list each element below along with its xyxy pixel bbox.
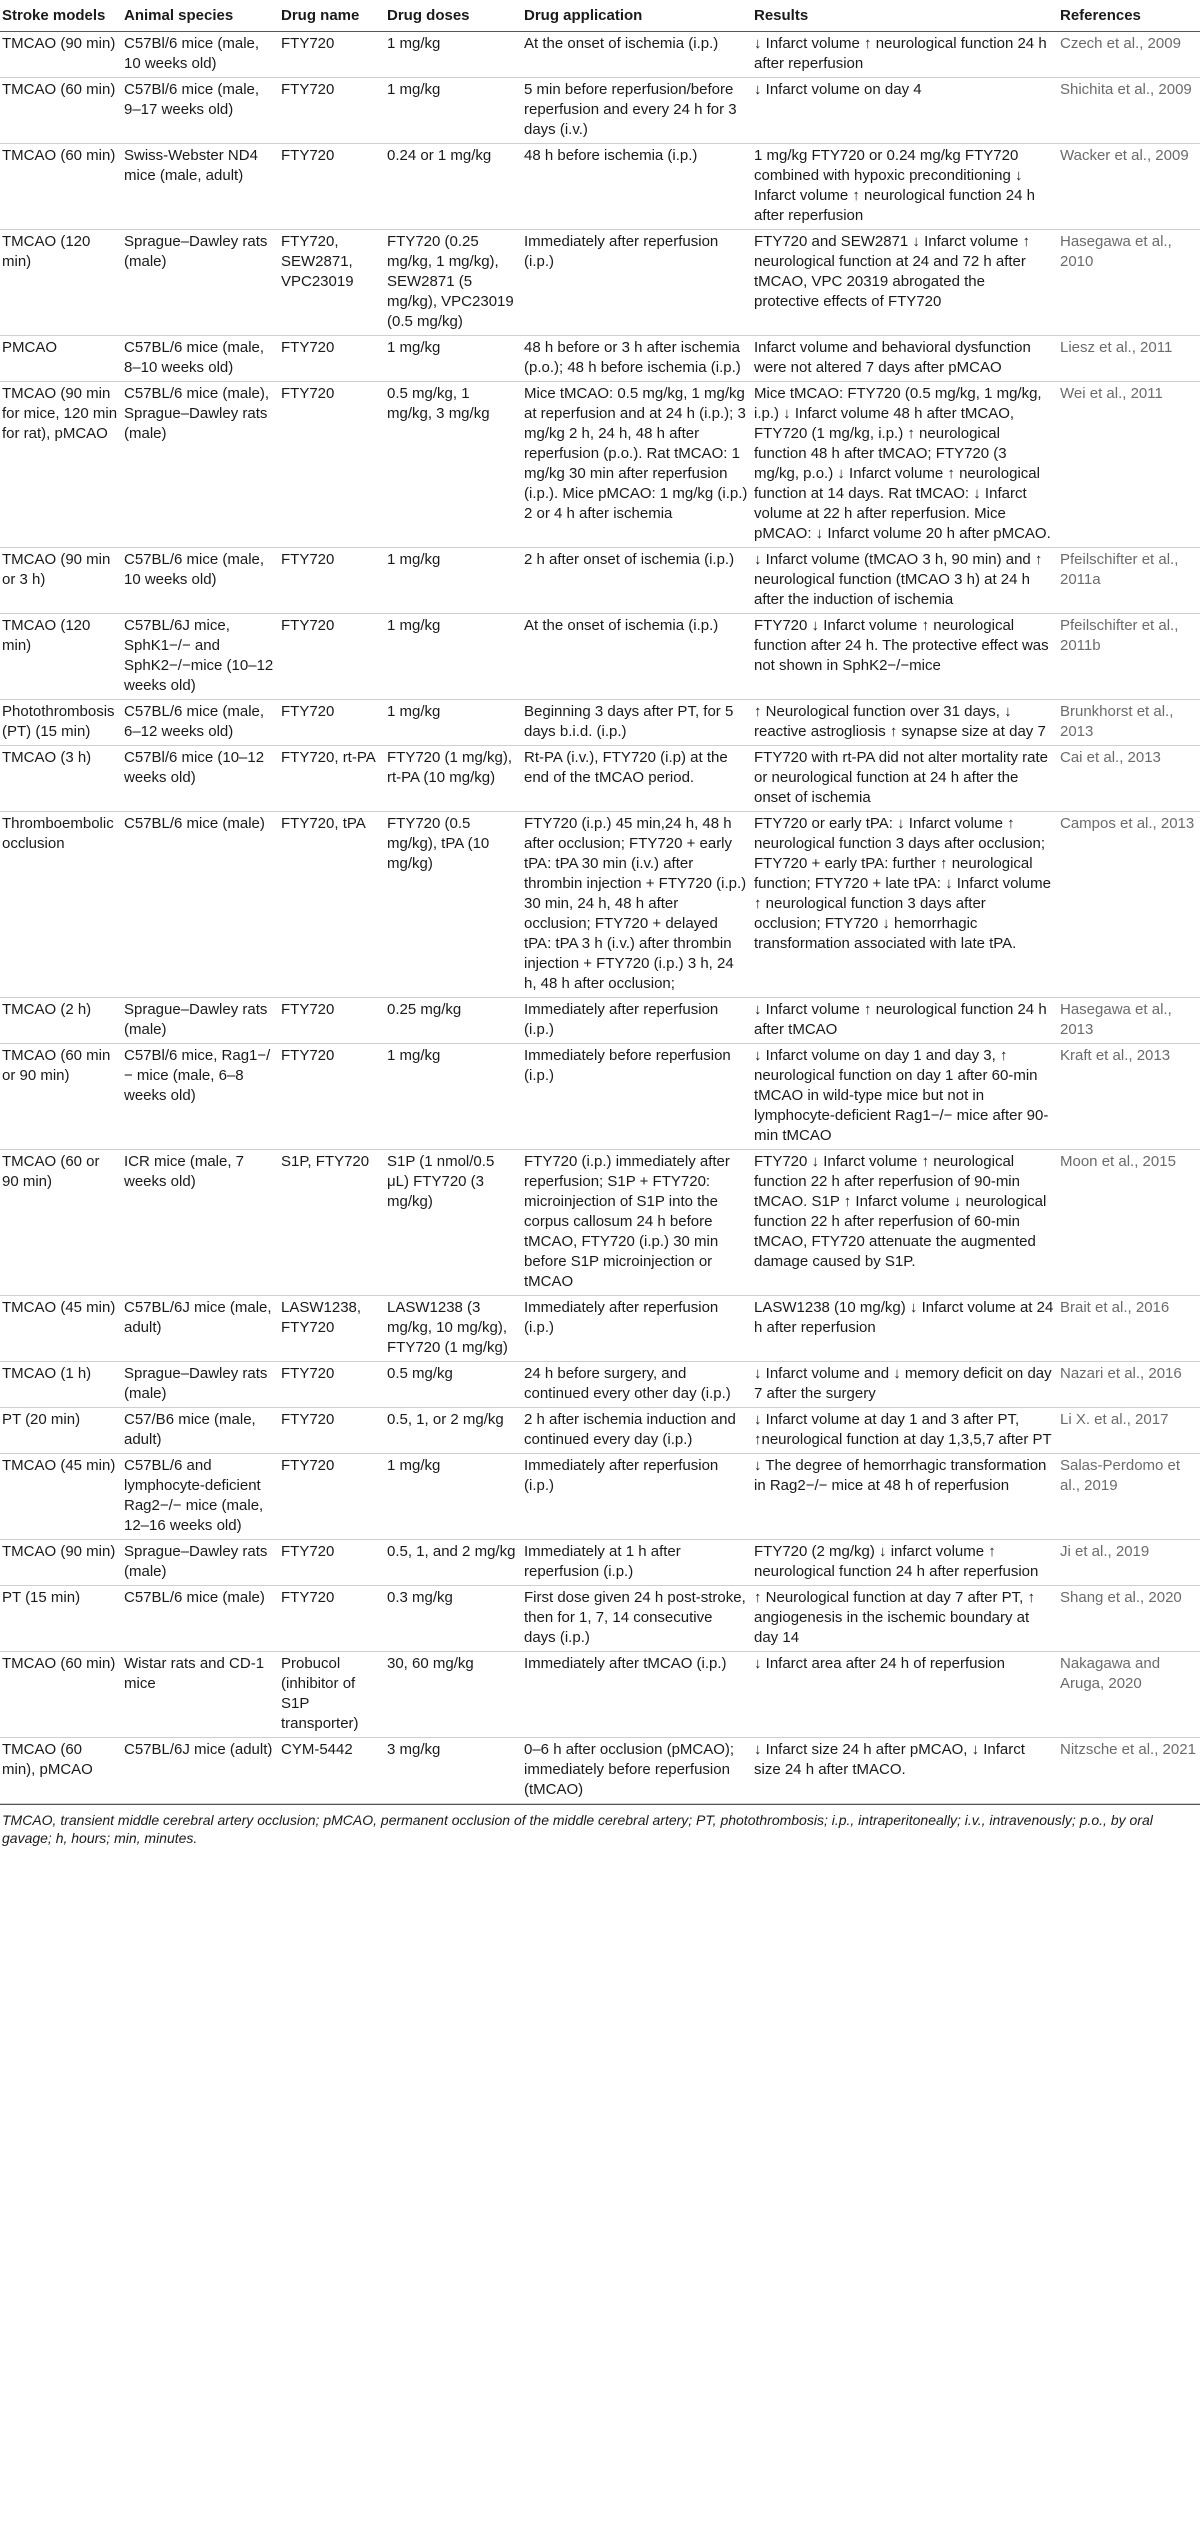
cell-results: ↓ Infarct volume ↑ neurological function 24 h after tMCAO bbox=[752, 998, 1058, 1044]
cell-drug-application: Immediately at 1 h after reperfusion (i.p.) bbox=[522, 1540, 752, 1586]
cell-drug-application: 0–6 h after occlusion (pMCAO); immediately before reperfusion (tMCAO) bbox=[522, 1738, 752, 1804]
cell-results: FTY720 ↓ Infarct volume ↑ neurological function after 24 h. The protective effect was not shown in SphK2−/−mice bbox=[752, 614, 1058, 700]
cell-drug-application: 48 h before or 3 h after ischemia (p.o.); 48 h before ischemia (i.p.) bbox=[522, 336, 752, 382]
cell-reference: Salas-Perdomo et al., 2019 bbox=[1058, 1454, 1200, 1540]
cell-drug-name: FTY720 bbox=[279, 700, 385, 746]
cell-stroke-model: TMCAO (90 min) bbox=[0, 1540, 122, 1586]
cell-reference: Nakagawa and Aruga, 2020 bbox=[1058, 1652, 1200, 1738]
cell-drug-name: CYM-5442 bbox=[279, 1738, 385, 1804]
cell-results: ↑ Neurological function over 31 days, ↓ reactive astrogliosis ↑ synapse size at day 7 bbox=[752, 700, 1058, 746]
cell-drug-doses: LASW1238 (3 mg/kg, 10 mg/kg), FTY720 (1 mg/kg) bbox=[385, 1296, 522, 1362]
table-row bbox=[0, 1362, 1200, 1408]
cell-stroke-model: PT (15 min) bbox=[0, 1586, 122, 1652]
cell-reference: Shichita et al., 2009 bbox=[1058, 78, 1200, 144]
table-header bbox=[0, 0, 1200, 32]
table-row bbox=[0, 1296, 1200, 1362]
cell-drug-application: Beginning 3 days after PT, for 5 days b.i.d. (i.p.) bbox=[522, 700, 752, 746]
cell-drug-application: FTY720 (i.p.) 45 min,24 h, 48 h after occlusion; FTY720 + early tPA: tPA 30 min (i.v.) after thrombin injection + FTY720 (i.p.) 30 min, 24 h, 48 h after occlusion; FTY720 + delayed tPA: tPA 3 h (i.v.) after thrombin injection + FTY720 (i.p.) 3 h, 24 h, 48 h after occlusion; bbox=[522, 812, 752, 998]
cell-drug-doses: 1 mg/kg bbox=[385, 1454, 522, 1540]
cell-animal-species: C57Bl/6 mice (10–12 weeks old) bbox=[122, 746, 279, 812]
cell-drug-application: 2 h after ischemia induction and continued every day (i.p.) bbox=[522, 1408, 752, 1454]
cell-results: Mice tMCAO: FTY720 (0.5 mg/kg, 1 mg/kg, i.p.) ↓ Infarct volume 48 h after tMCAO, FTY720 (1 mg/kg, i.p.) ↑ neurological function 48 h after tMCAO; FTY720 (3 mg/kg, p.o.) ↓ Infarct volume ↑ neurological function at 14 days. Rat tMCAO: ↓ Infarct volume at 22 h after reperfusion. Mice pMCAO: ↓ Infarct volume 20 h after pMCAO. bbox=[752, 382, 1058, 548]
cell-reference: Nazari et al., 2016 bbox=[1058, 1362, 1200, 1408]
cell-reference: Shang et al., 2020 bbox=[1058, 1586, 1200, 1652]
cell-drug-doses: 30, 60 mg/kg bbox=[385, 1652, 522, 1738]
cell-animal-species: C57BL/6 mice (male) bbox=[122, 812, 279, 998]
cell-drug-name: FTY720 bbox=[279, 336, 385, 382]
cell-animal-species: C57BL/6 mice (male), Sprague–Dawley rats (male) bbox=[122, 382, 279, 548]
cell-results: ↓ Infarct area after 24 h of reperfusion bbox=[752, 1652, 1058, 1738]
header-drug-application: Drug application bbox=[522, 0, 752, 32]
cell-drug-application: Rt-PA (i.v.), FTY720 (i.p) at the end of the tMCAO period. bbox=[522, 746, 752, 812]
cell-results: ↓ Infarct volume (tMCAO 3 h, 90 min) and ↑ neurological function (tMCAO 3 h) at 24 h after the induction of ischemia bbox=[752, 548, 1058, 614]
cell-drug-doses: FTY720 (1 mg/kg), rt-PA (10 mg/kg) bbox=[385, 746, 522, 812]
cell-drug-name: S1P, FTY720 bbox=[279, 1150, 385, 1296]
table-row bbox=[0, 1150, 1200, 1296]
cell-drug-name: Probucol (inhibitor of S1P transporter) bbox=[279, 1652, 385, 1738]
table-footnote: TMCAO, transient middle cerebral artery occlusion; pMCAO, permanent occlusion of the middle cerebral artery; PT, photothrombosis; i.p., intraperitoneally; i.v., intravenously; p.o., by oral gavage; h, hours; min, minutes. bbox=[0, 1804, 1200, 1847]
table-row bbox=[0, 812, 1200, 998]
cell-results: ↓ The degree of hemorrhagic transformation in Rag2−/− mice at 48 h of reperfusion bbox=[752, 1454, 1058, 1540]
cell-reference: Cai et al., 2013 bbox=[1058, 746, 1200, 812]
cell-drug-name: FTY720 bbox=[279, 78, 385, 144]
cell-animal-species: ICR mice (male, 7 weeks old) bbox=[122, 1150, 279, 1296]
cell-drug-name: FTY720 bbox=[279, 1044, 385, 1150]
cell-reference: Liesz et al., 2011 bbox=[1058, 336, 1200, 382]
cell-stroke-model: TMCAO (90 min or 3 h) bbox=[0, 548, 122, 614]
cell-drug-application: 2 h after onset of ischemia (i.p.) bbox=[522, 548, 752, 614]
cell-results: ↓ Infarct volume at day 1 and 3 after PT, ↑neurological function at day 1,3,5,7 after PT bbox=[752, 1408, 1058, 1454]
table-row bbox=[0, 1586, 1200, 1652]
cell-drug-doses: 0.5 mg/kg, 1 mg/kg, 3 mg/kg bbox=[385, 382, 522, 548]
cell-animal-species: Sprague–Dawley rats (male) bbox=[122, 1540, 279, 1586]
cell-drug-doses: 0.5, 1, and 2 mg/kg bbox=[385, 1540, 522, 1586]
cell-drug-name: FTY720 bbox=[279, 144, 385, 230]
header-row bbox=[0, 0, 1200, 32]
cell-reference: Czech et al., 2009 bbox=[1058, 32, 1200, 78]
cell-drug-name: FTY720 bbox=[279, 1454, 385, 1540]
cell-drug-application: Immediately after tMCAO (i.p.) bbox=[522, 1652, 752, 1738]
table-row bbox=[0, 1540, 1200, 1586]
cell-results: ↓ Infarct volume on day 1 and day 3, ↑ neurological function on day 1 after 60-min tMCAO in wild-type mice but not in lymphocyte-deficient Rag1−/− mice after 90-min tMCAO bbox=[752, 1044, 1058, 1150]
cell-drug-doses: 0.5 mg/kg bbox=[385, 1362, 522, 1408]
table-row bbox=[0, 382, 1200, 548]
cell-drug-application: Immediately after reperfusion (i.p.) bbox=[522, 1454, 752, 1540]
cell-drug-doses: 1 mg/kg bbox=[385, 1044, 522, 1150]
cell-results: FTY720 or early tPA: ↓ Infarct volume ↑ neurological function 3 days after occlusion; FTY720 + early tPA: further ↑ neurological function; FTY720 + late tPA: ↓ Infarct volume ↑ neurological function 3 days after occlusion; FTY720 ↓ hemorrhagic transformation associated with late tPA. bbox=[752, 812, 1058, 998]
cell-drug-name: LASW1238, FTY720 bbox=[279, 1296, 385, 1362]
header-references: References bbox=[1058, 0, 1200, 32]
cell-stroke-model: TMCAO (45 min) bbox=[0, 1454, 122, 1540]
table-row bbox=[0, 336, 1200, 382]
cell-drug-application: Immediately after reperfusion (i.p.) bbox=[522, 998, 752, 1044]
cell-stroke-model: TMCAO (60 min) bbox=[0, 1652, 122, 1738]
cell-results: FTY720 (2 mg/kg) ↓ infarct volume ↑ neurological function 24 h after reperfusion bbox=[752, 1540, 1058, 1586]
table-row bbox=[0, 998, 1200, 1044]
cell-drug-name: FTY720 bbox=[279, 1362, 385, 1408]
cell-drug-name: FTY720 bbox=[279, 1408, 385, 1454]
table-row bbox=[0, 548, 1200, 614]
cell-stroke-model: TMCAO (3 h) bbox=[0, 746, 122, 812]
cell-animal-species: C57/B6 mice (male, adult) bbox=[122, 1408, 279, 1454]
header-animal-species: Animal species bbox=[122, 0, 279, 32]
cell-drug-application: 48 h before ischemia (i.p.) bbox=[522, 144, 752, 230]
cell-drug-application: 5 min before reperfusion/before reperfusion and every 24 h for 3 days (i.v.) bbox=[522, 78, 752, 144]
table-row bbox=[0, 78, 1200, 144]
cell-results: FTY720 with rt-PA did not alter mortality rate or neurological function at 24 h after the onset of ischemia bbox=[752, 746, 1058, 812]
cell-drug-application: Immediately after reperfusion (i.p.) bbox=[522, 1296, 752, 1362]
cell-drug-application: At the onset of ischemia (i.p.) bbox=[522, 614, 752, 700]
cell-animal-species: Wistar rats and CD-1 mice bbox=[122, 1652, 279, 1738]
cell-stroke-model: PT (20 min) bbox=[0, 1408, 122, 1454]
cell-drug-application: Mice tMCAO: 0.5 mg/kg, 1 mg/kg at reperfusion and at 24 h (i.p.); 3 mg/kg 2 h, 24 h, 48 h after reperfusion (p.o.). Rat tMCAO: 1 mg/kg 30 min after reperfusion (i.p.). Mice pMCAO: 1 mg/kg (i.p.) 2 or 4 h after ischemia bbox=[522, 382, 752, 548]
cell-results: ↓ Infarct size 24 h after pMCAO, ↓ Infarct size 24 h after tMACO. bbox=[752, 1738, 1058, 1804]
cell-reference: Campos et al., 2013 bbox=[1058, 812, 1200, 998]
cell-animal-species: C57BL/6 mice (male) bbox=[122, 1586, 279, 1652]
cell-drug-doses: 1 mg/kg bbox=[385, 548, 522, 614]
cell-animal-species: C57BL/6J mice, SphK1−/− and SphK2−/−mice (10–12 weeks old) bbox=[122, 614, 279, 700]
table-row bbox=[0, 746, 1200, 812]
cell-drug-doses: 0.25 mg/kg bbox=[385, 998, 522, 1044]
table-row bbox=[0, 700, 1200, 746]
cell-stroke-model: TMCAO (120 min) bbox=[0, 614, 122, 700]
cell-reference: Wacker et al., 2009 bbox=[1058, 144, 1200, 230]
cell-animal-species: C57Bl/6 mice (male, 9–17 weeks old) bbox=[122, 78, 279, 144]
cell-drug-name: FTY720 bbox=[279, 614, 385, 700]
cell-animal-species: C57BL/6 mice (male, 10 weeks old) bbox=[122, 548, 279, 614]
table-row bbox=[0, 1408, 1200, 1454]
header-stroke-models: Stroke models bbox=[0, 0, 122, 32]
cell-results: ↓ Infarct volume ↑ neurological function 24 h after reperfusion bbox=[752, 32, 1058, 78]
cell-animal-species: C57BL/6J mice (male, adult) bbox=[122, 1296, 279, 1362]
table-row bbox=[0, 144, 1200, 230]
cell-drug-doses: 3 mg/kg bbox=[385, 1738, 522, 1804]
cell-drug-name: FTY720 bbox=[279, 998, 385, 1044]
cell-results: ↓ Infarct volume and ↓ memory deficit on day 7 after the surgery bbox=[752, 1362, 1058, 1408]
table-row bbox=[0, 1454, 1200, 1540]
cell-reference: Kraft et al., 2013 bbox=[1058, 1044, 1200, 1150]
cell-stroke-model: TMCAO (60 min or 90 min) bbox=[0, 1044, 122, 1150]
table-body bbox=[0, 32, 1200, 1804]
cell-animal-species: C57BL/6 mice (male, 8–10 weeks old) bbox=[122, 336, 279, 382]
cell-stroke-model: TMCAO (60 min) bbox=[0, 78, 122, 144]
cell-animal-species: Sprague–Dawley rats (male) bbox=[122, 230, 279, 336]
cell-results: Infarct volume and behavioral dysfunction were not altered 7 days after pMCAO bbox=[752, 336, 1058, 382]
cell-drug-doses: FTY720 (0.5 mg/kg), tPA (10 mg/kg) bbox=[385, 812, 522, 998]
cell-stroke-model: TMCAO (60 min), pMCAO bbox=[0, 1738, 122, 1804]
cell-reference: Ji et al., 2019 bbox=[1058, 1540, 1200, 1586]
cell-drug-doses: 1 mg/kg bbox=[385, 336, 522, 382]
cell-results: ↓ Infarct volume on day 4 bbox=[752, 78, 1058, 144]
cell-results: LASW1238 (10 mg/kg) ↓ Infarct volume at 24 h after reperfusion bbox=[752, 1296, 1058, 1362]
cell-drug-application: 24 h before surgery, and continued every other day (i.p.) bbox=[522, 1362, 752, 1408]
cell-drug-doses: 1 mg/kg bbox=[385, 78, 522, 144]
cell-stroke-model: Thromboembolic occlusion bbox=[0, 812, 122, 998]
cell-drug-doses: 0.3 mg/kg bbox=[385, 1586, 522, 1652]
cell-drug-doses: 1 mg/kg bbox=[385, 700, 522, 746]
table-row bbox=[0, 1652, 1200, 1738]
cell-animal-species: C57BL/6 and lymphocyte-deficient Rag2−/− mice (male, 12–16 weeks old) bbox=[122, 1454, 279, 1540]
cell-reference: Brunkhorst et al., 2013 bbox=[1058, 700, 1200, 746]
cell-reference: Pfeilschifter et al., 2011a bbox=[1058, 548, 1200, 614]
cell-drug-name: FTY720, SEW2871, VPC23019 bbox=[279, 230, 385, 336]
table-row bbox=[0, 614, 1200, 700]
cell-stroke-model: PMCAO bbox=[0, 336, 122, 382]
cell-drug-name: FTY720 bbox=[279, 32, 385, 78]
cell-animal-species: C57BL/6J mice (adult) bbox=[122, 1738, 279, 1804]
cell-drug-doses: 1 mg/kg bbox=[385, 32, 522, 78]
cell-animal-species: C57Bl/6 mice (male, 10 weeks old) bbox=[122, 32, 279, 78]
cell-reference: Li X. et al., 2017 bbox=[1058, 1408, 1200, 1454]
header-drug-doses: Drug doses bbox=[385, 0, 522, 32]
table-row bbox=[0, 1738, 1200, 1804]
cell-drug-name: FTY720, rt-PA bbox=[279, 746, 385, 812]
cell-drug-doses: S1P (1 nmol/0.5 μL) FTY720 (3 mg/kg) bbox=[385, 1150, 522, 1296]
cell-drug-application: First dose given 24 h post-stroke, then for 1, 7, 14 consecutive days (i.p.) bbox=[522, 1586, 752, 1652]
cell-reference: Moon et al., 2015 bbox=[1058, 1150, 1200, 1296]
cell-stroke-model: TMCAO (2 h) bbox=[0, 998, 122, 1044]
cell-results: 1 mg/kg FTY720 or 0.24 mg/kg FTY720 combined with hypoxic preconditioning ↓ Infarct volume ↑ neurological function 24 h after reperfusion bbox=[752, 144, 1058, 230]
cell-drug-name: FTY720 bbox=[279, 1586, 385, 1652]
header-results: Results bbox=[752, 0, 1058, 32]
cell-drug-name: FTY720 bbox=[279, 1540, 385, 1586]
cell-animal-species: Sprague–Dawley rats (male) bbox=[122, 1362, 279, 1408]
cell-reference: Brait et al., 2016 bbox=[1058, 1296, 1200, 1362]
cell-reference: Hasegawa et al., 2010 bbox=[1058, 230, 1200, 336]
cell-results: ↑ Neurological function at day 7 after PT, ↑ angiogenesis in the ischemic boundary at day 14 bbox=[752, 1586, 1058, 1652]
cell-drug-name: FTY720 bbox=[279, 382, 385, 548]
cell-stroke-model: TMCAO (90 min for mice, 120 min for rat), pMCAO bbox=[0, 382, 122, 548]
cell-animal-species: Sprague–Dawley rats (male) bbox=[122, 998, 279, 1044]
cell-animal-species: Swiss-Webster ND4 mice (male, adult) bbox=[122, 144, 279, 230]
cell-stroke-model: TMCAO (60 min) bbox=[0, 144, 122, 230]
cell-drug-application: FTY720 (i.p.) immediately after reperfusion; S1P + FTY720: microinjection of S1P into the corpus callosum 24 h before tMCAO, FTY720 (i.p.) 30 min before S1P microinjection or tMCAO bbox=[522, 1150, 752, 1296]
cell-drug-application: At the onset of ischemia (i.p.) bbox=[522, 32, 752, 78]
cell-drug-name: FTY720, tPA bbox=[279, 812, 385, 998]
cell-drug-doses: FTY720 (0.25 mg/kg, 1 mg/kg), SEW2871 (5 mg/kg), VPC23019 (0.5 mg/kg) bbox=[385, 230, 522, 336]
cell-reference: Pfeilschifter et al., 2011b bbox=[1058, 614, 1200, 700]
cell-stroke-model: TMCAO (45 min) bbox=[0, 1296, 122, 1362]
cell-drug-doses: 0.24 or 1 mg/kg bbox=[385, 144, 522, 230]
cell-reference: Nitzsche et al., 2021 bbox=[1058, 1738, 1200, 1804]
cell-animal-species: C57BL/6 mice (male, 6–12 weeks old) bbox=[122, 700, 279, 746]
table-row bbox=[0, 1044, 1200, 1150]
table-row bbox=[0, 230, 1200, 336]
cell-stroke-model: Photothrombosis (PT) (15 min) bbox=[0, 700, 122, 746]
cell-stroke-model: TMCAO (1 h) bbox=[0, 1362, 122, 1408]
cell-reference: Wei et al., 2011 bbox=[1058, 382, 1200, 548]
cell-results: FTY720 ↓ Infarct volume ↑ neurological function 22 h after reperfusion of 90-min tMCAO. S1P ↑ Infarct volume ↓ neurological function 22 h after reperfusion of 60-min tMCAO, FTY720 attenuate the augmented damage caused by S1P. bbox=[752, 1150, 1058, 1296]
table-row bbox=[0, 32, 1200, 78]
cell-drug-doses: 1 mg/kg bbox=[385, 614, 522, 700]
cell-stroke-model: TMCAO (60 or 90 min) bbox=[0, 1150, 122, 1296]
cell-reference: Hasegawa et al., 2013 bbox=[1058, 998, 1200, 1044]
cell-stroke-model: TMCAO (90 min) bbox=[0, 32, 122, 78]
cell-animal-species: C57Bl/6 mice, Rag1−/− mice (male, 6–8 weeks old) bbox=[122, 1044, 279, 1150]
header-drug-name: Drug name bbox=[279, 0, 385, 32]
cell-stroke-model: TMCAO (120 min) bbox=[0, 230, 122, 336]
cell-drug-name: FTY720 bbox=[279, 548, 385, 614]
cell-drug-doses: 0.5, 1, or 2 mg/kg bbox=[385, 1408, 522, 1454]
cell-results: FTY720 and SEW2871 ↓ Infarct volume ↑ neurological function at 24 and 72 h after tMCAO, VPC 20319 abrogated the protective effects of FTY720 bbox=[752, 230, 1058, 336]
cell-drug-application: Immediately after reperfusion (i.p.) bbox=[522, 230, 752, 336]
cell-drug-application: Immediately before reperfusion (i.p.) bbox=[522, 1044, 752, 1150]
